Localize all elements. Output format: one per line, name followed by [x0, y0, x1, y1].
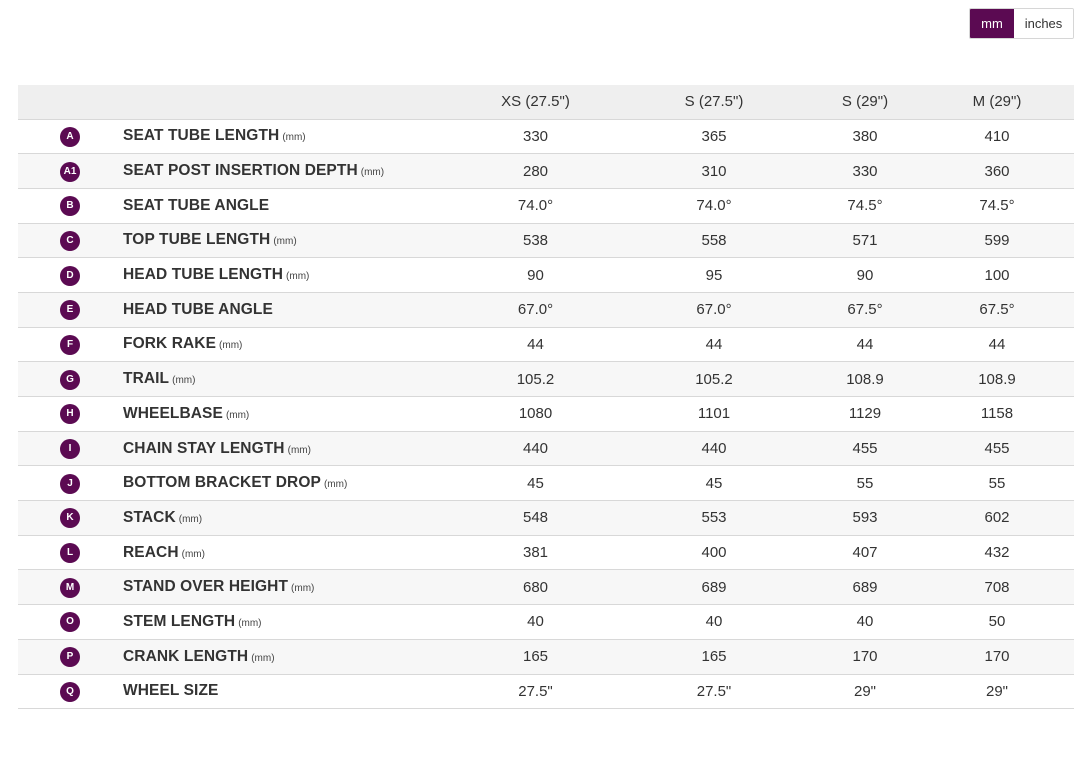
table-row: [18, 154, 1074, 189]
value-cell: 440: [618, 431, 810, 466]
table-row: [18, 258, 1074, 293]
value-cell: 45: [618, 466, 810, 501]
value-cell: 67.5°: [920, 292, 1074, 327]
value-cell: 1101: [618, 397, 810, 432]
label-cell: [123, 535, 453, 570]
value-cell: 74.0°: [618, 188, 810, 223]
label-cell: [123, 327, 453, 362]
value-cell: 74.5°: [920, 188, 1074, 223]
measurement-unit: (mm): [360, 167, 385, 179]
value-cell: 67.0°: [618, 292, 810, 327]
measurement-unit: (mm): [219, 340, 243, 352]
label-cell: [123, 258, 453, 293]
table-row: [18, 570, 1074, 605]
value-cell: 44: [920, 327, 1074, 362]
table-row: [18, 674, 1074, 709]
badge-cell: [18, 605, 123, 640]
badge-cell: [18, 188, 123, 223]
measurement-badge: J: [60, 474, 80, 494]
value-cell: 40: [453, 605, 618, 640]
value-cell: 689: [618, 570, 810, 605]
measurement-unit: (mm): [225, 409, 250, 421]
value-cell: 170: [920, 639, 1074, 674]
table-row: [18, 292, 1074, 327]
badge-cell: [18, 223, 123, 258]
measurement-badge: K: [60, 508, 80, 528]
value-cell: 27.5": [618, 674, 810, 709]
column-header-s-275: S (27.5"): [618, 85, 810, 119]
column-header-s-29: S (29"): [810, 85, 920, 119]
measurement-label: HEAD TUBE LENGTH: [123, 266, 284, 284]
table-row: [18, 535, 1074, 570]
value-cell: 90: [453, 258, 618, 293]
table-header-row: [18, 85, 1074, 119]
value-cell: 440: [453, 431, 618, 466]
header-empty-badge: [18, 85, 123, 119]
value-cell: 571: [810, 223, 920, 258]
measurement-unit: (mm): [251, 652, 275, 664]
value-cell: 455: [810, 431, 920, 466]
measurement-label: STAND OVER HEIGHT: [123, 578, 289, 596]
label-cell: [123, 570, 453, 605]
value-cell: 365: [618, 119, 810, 154]
badge-cell: [18, 431, 123, 466]
label-cell: [123, 362, 453, 397]
label-cell: [123, 223, 453, 258]
value-cell: 108.9: [810, 362, 920, 397]
value-cell: 29": [810, 674, 920, 709]
value-cell: 45: [453, 466, 618, 501]
measurement-badge: G: [60, 370, 80, 390]
measurement-unit: (mm): [323, 479, 348, 491]
measurement-badge: Q: [60, 682, 80, 702]
measurement-label: FORK RAKE: [123, 335, 217, 353]
measurement-badge: C: [60, 231, 80, 251]
value-cell: 74.0°: [453, 188, 618, 223]
unit-toggle: [969, 8, 1074, 39]
value-cell: 67.0°: [453, 292, 618, 327]
badge-cell: [18, 119, 123, 154]
measurement-label: STACK: [123, 508, 176, 526]
badge-cell: [18, 397, 123, 432]
value-cell: 310: [618, 154, 810, 189]
table-row: [18, 188, 1074, 223]
value-cell: 280: [453, 154, 618, 189]
value-cell: 407: [810, 535, 920, 570]
value-cell: 44: [810, 327, 920, 362]
measurement-label: WHEEL SIZE: [123, 682, 219, 700]
label-cell: [123, 674, 453, 709]
value-cell: 1080: [453, 397, 618, 432]
geometry-table: [18, 85, 1074, 709]
value-cell: 90: [810, 258, 920, 293]
measurement-badge: H: [60, 404, 80, 424]
measurement-label: WHEELBASE: [123, 404, 223, 422]
measurement-badge: M: [60, 578, 80, 598]
badge-cell: [18, 154, 123, 189]
value-cell: 165: [618, 639, 810, 674]
measurement-label: STEM LENGTH: [123, 612, 236, 630]
measurement-badge: E: [60, 300, 80, 320]
table-row: [18, 466, 1074, 501]
value-cell: 55: [920, 466, 1074, 501]
value-cell: 410: [920, 119, 1074, 154]
measurement-badge: D: [60, 266, 80, 286]
value-cell: 74.5°: [810, 188, 920, 223]
label-cell: [123, 154, 453, 189]
value-cell: 44: [618, 327, 810, 362]
value-cell: 689: [810, 570, 920, 605]
measurement-label: SEAT TUBE ANGLE: [123, 196, 270, 214]
badge-cell: [18, 501, 123, 536]
badge-cell: [18, 639, 123, 674]
label-cell: [123, 639, 453, 674]
measurement-badge: A: [60, 127, 80, 147]
value-cell: 599: [920, 223, 1074, 258]
value-cell: 40: [618, 605, 810, 640]
measurement-badge: A1: [60, 162, 80, 182]
label-cell: [123, 431, 453, 466]
value-cell: 380: [810, 119, 920, 154]
badge-cell: [18, 327, 123, 362]
value-cell: 330: [810, 154, 920, 189]
measurement-unit: (mm): [178, 513, 203, 525]
measurement-unit: (mm): [286, 271, 310, 283]
value-cell: 553: [618, 501, 810, 536]
value-cell: 165: [453, 639, 618, 674]
measurement-unit: (mm): [287, 444, 311, 456]
measurement-badge: P: [60, 647, 80, 667]
value-cell: 330: [453, 119, 618, 154]
measurement-label: TRAIL: [123, 370, 170, 388]
measurement-label: SEAT POST INSERTION DEPTH: [123, 162, 358, 180]
badge-cell: [18, 362, 123, 397]
badge-cell: [18, 292, 123, 327]
value-cell: 40: [810, 605, 920, 640]
label-cell: [123, 119, 453, 154]
value-cell: 95: [618, 258, 810, 293]
measurement-label: HEAD TUBE ANGLE: [123, 300, 273, 318]
value-cell: 1158: [920, 397, 1074, 432]
value-cell: 593: [810, 501, 920, 536]
table-row: [18, 639, 1074, 674]
value-cell: 360: [920, 154, 1074, 189]
value-cell: 558: [618, 223, 810, 258]
table-row: [18, 223, 1074, 258]
label-cell: [123, 188, 453, 223]
value-cell: 1129: [810, 397, 920, 432]
table-row: [18, 605, 1074, 640]
measurement-badge: F: [60, 335, 80, 355]
value-cell: 708: [920, 570, 1074, 605]
label-cell: [123, 466, 453, 501]
value-cell: 67.5°: [810, 292, 920, 327]
value-cell: 538: [453, 223, 618, 258]
value-cell: 105.2: [453, 362, 618, 397]
measurement-unit: (mm): [282, 132, 306, 144]
table-row: [18, 501, 1074, 536]
measurement-label: TOP TUBE LENGTH: [123, 231, 271, 249]
value-cell: 680: [453, 570, 618, 605]
table-row: [18, 397, 1074, 432]
value-cell: 29": [920, 674, 1074, 709]
value-cell: 602: [920, 501, 1074, 536]
badge-cell: [18, 674, 123, 709]
column-header-m-29: M (29"): [920, 85, 1074, 119]
table-row: [18, 119, 1074, 154]
measurement-badge: L: [60, 543, 80, 563]
value-cell: 432: [920, 535, 1074, 570]
label-cell: [123, 501, 453, 536]
table-row: [18, 362, 1074, 397]
badge-cell: [18, 466, 123, 501]
label-cell: [123, 605, 453, 640]
value-cell: 108.9: [920, 362, 1074, 397]
measurement-label: REACH: [123, 543, 179, 561]
measurement-label: BOTTOM BRACKET DROP: [123, 474, 321, 492]
value-cell: 381: [453, 535, 618, 570]
badge-cell: [18, 535, 123, 570]
value-cell: 100: [920, 258, 1074, 293]
measurement-unit: (mm): [238, 617, 262, 629]
inches-unit-button[interactable]: inches: [1014, 9, 1073, 38]
measurement-label: SEAT TUBE LENGTH: [123, 127, 280, 145]
measurement-badge: B: [60, 196, 80, 216]
header-empty-label: [123, 85, 453, 119]
table-row: [18, 431, 1074, 466]
value-cell: 170: [810, 639, 920, 674]
table-body: [18, 119, 1074, 709]
value-cell: 455: [920, 431, 1074, 466]
column-header-xs-275: XS (27.5"): [453, 85, 618, 119]
value-cell: 27.5": [453, 674, 618, 709]
measurement-unit: (mm): [273, 236, 297, 248]
value-cell: 548: [453, 501, 618, 536]
measurement-unit: (mm): [172, 375, 196, 387]
value-cell: 55: [810, 466, 920, 501]
measurement-label: CRANK LENGTH: [123, 647, 249, 665]
badge-cell: [18, 570, 123, 605]
measurement-badge: O: [60, 612, 80, 632]
value-cell: 400: [618, 535, 810, 570]
measurement-unit: (mm): [291, 583, 315, 595]
label-cell: [123, 397, 453, 432]
value-cell: 44: [453, 327, 618, 362]
value-cell: 50: [920, 605, 1074, 640]
label-cell: [123, 292, 453, 327]
value-cell: 105.2: [618, 362, 810, 397]
measurement-label: CHAIN STAY LENGTH: [123, 439, 285, 457]
measurement-unit: (mm): [181, 548, 205, 560]
measurement-badge: I: [60, 439, 80, 459]
badge-cell: [18, 258, 123, 293]
table-row: [18, 327, 1074, 362]
mm-unit-button[interactable]: mm: [970, 9, 1014, 38]
